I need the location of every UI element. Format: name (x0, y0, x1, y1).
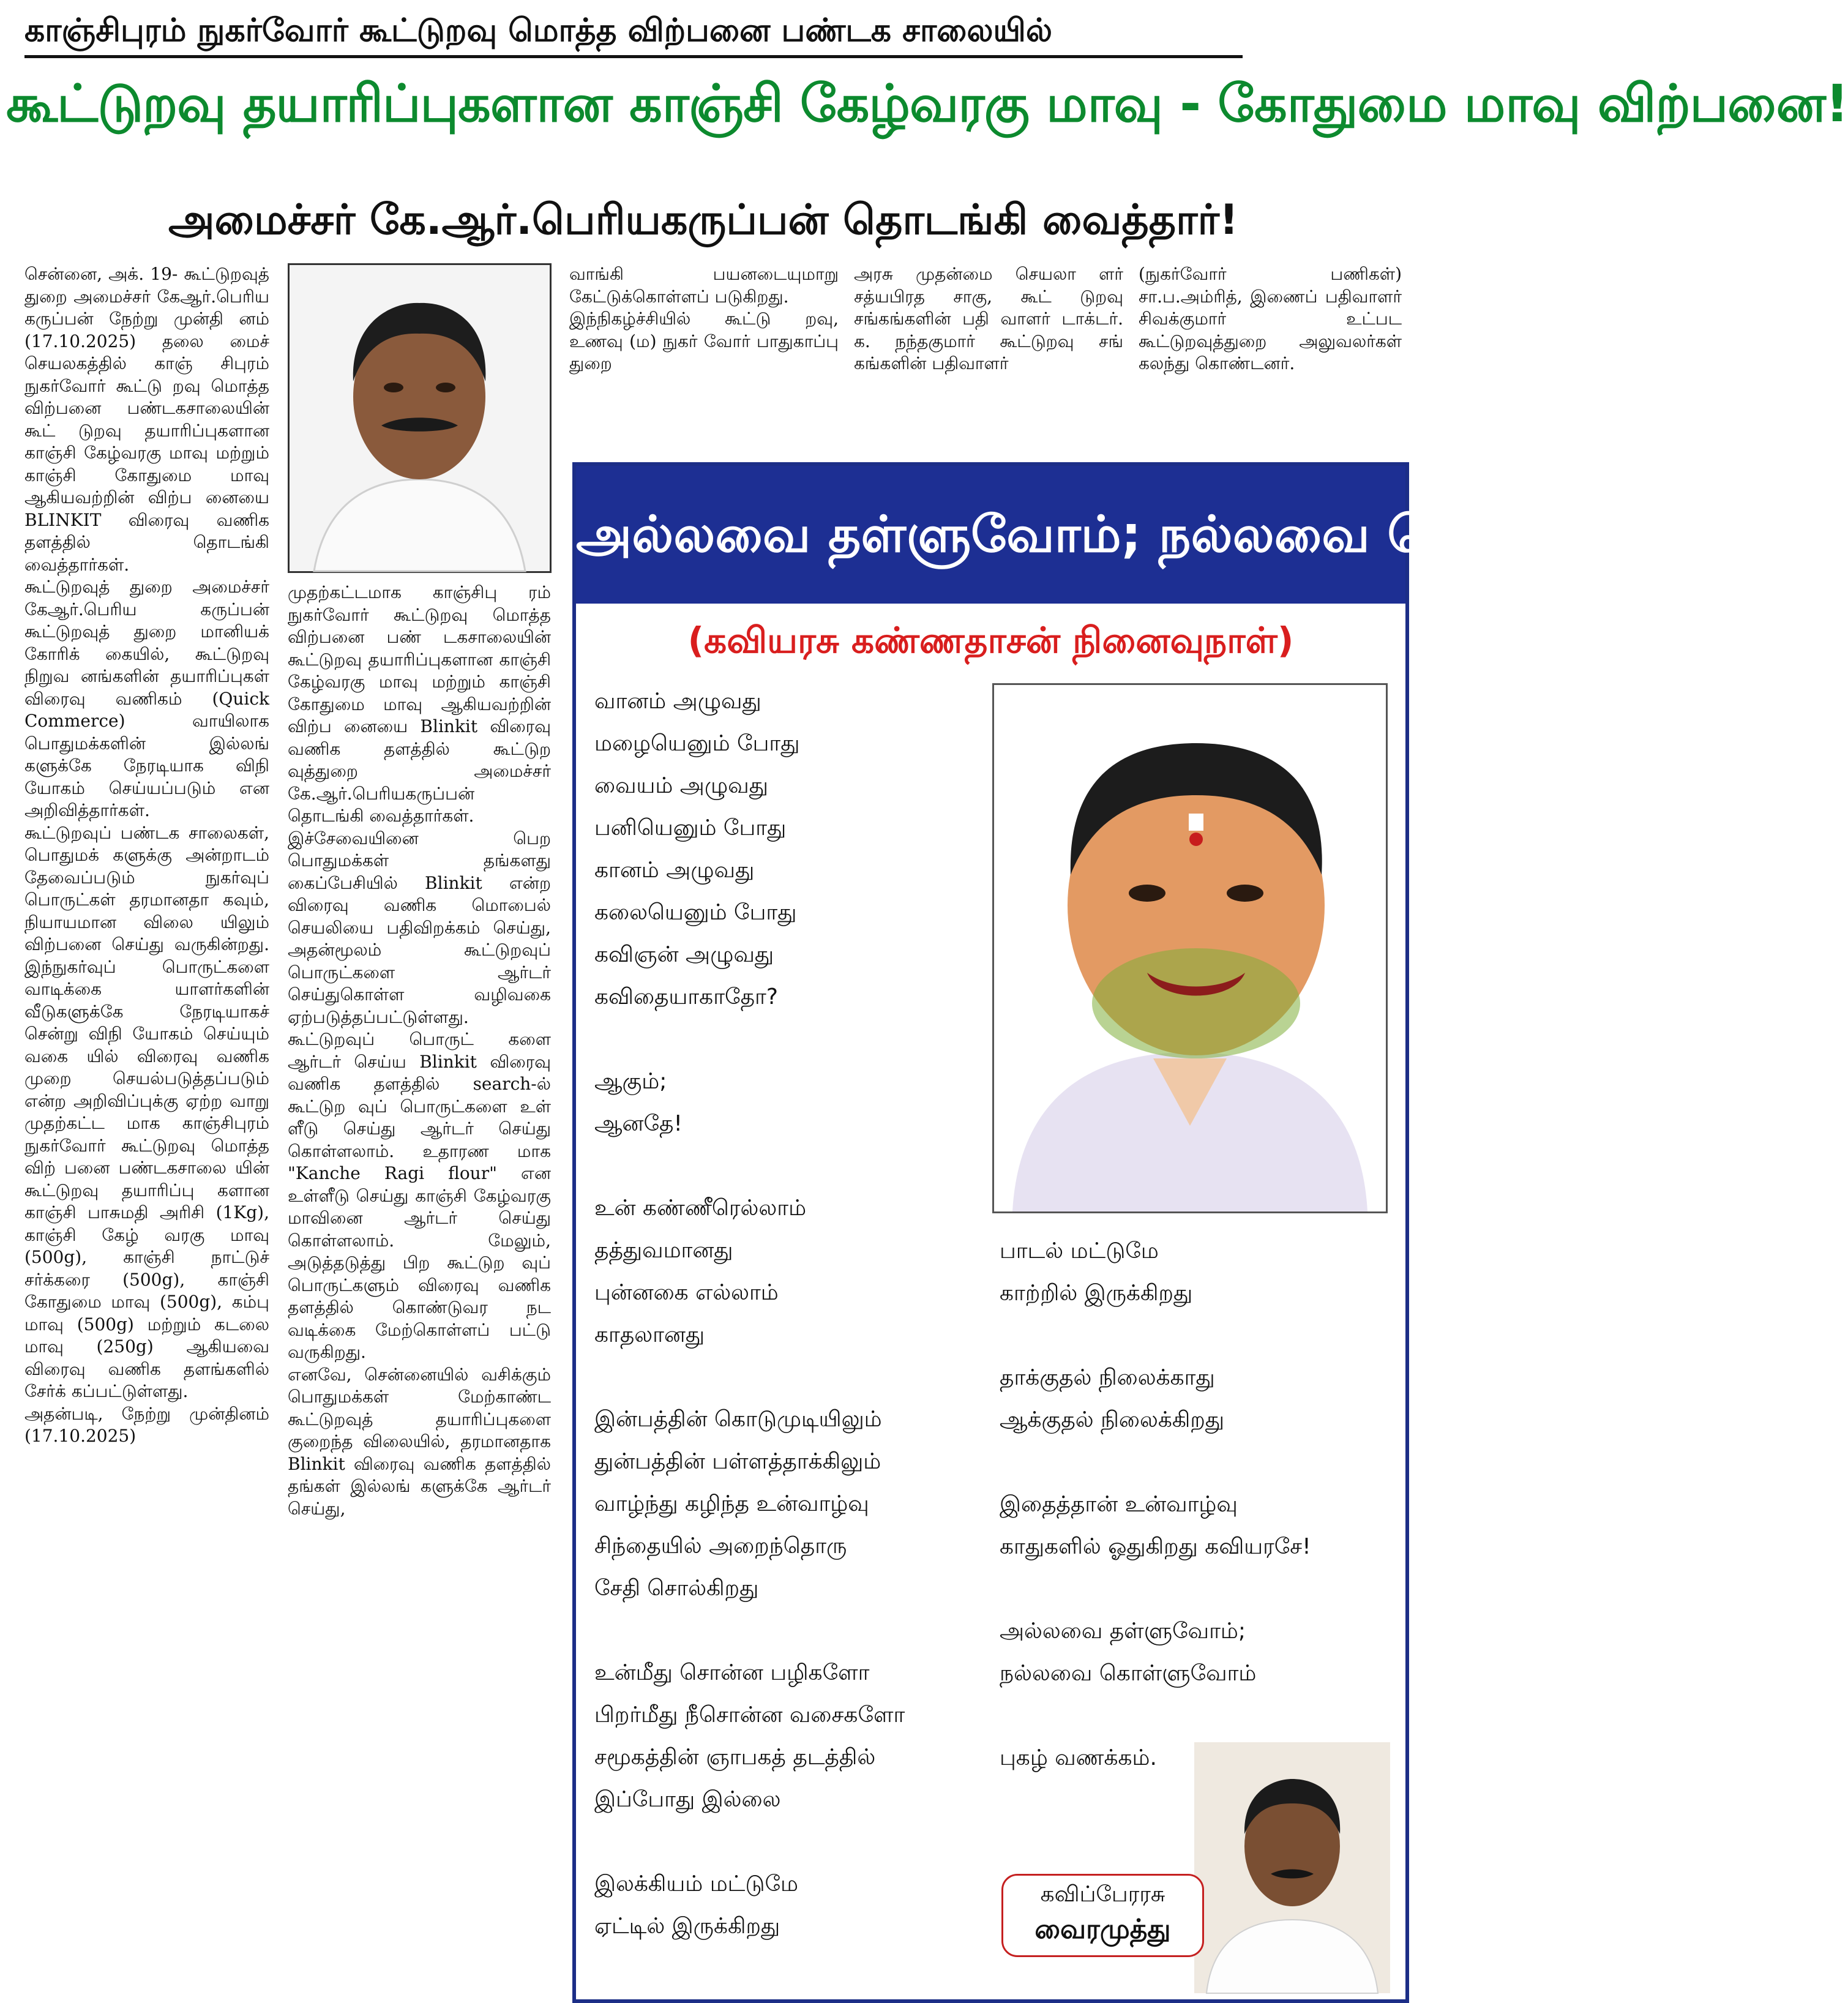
poem-line: துன்பத்தின் பள்ளத்தாக்கிலும் (594, 1449, 881, 1474)
poem-line: சமூகத்தின் ஞாபகத் தடத்தில் (594, 1745, 876, 1770)
poem-subtitle: (கவியரசு கண்ணதாசன் நினைவுநாள்) (687, 620, 1294, 661)
poem-line (594, 1821, 974, 1863)
article-paragraph: கூட்டுறவுத் துறை அமைச்சர் கேஆர்.பெரிய கருப்பன் கூட்டுறவுத் துறை மானியக் கோரிக் கையில், கூட்டுறவு நிறுவ னங்களின் தயாரிப்புகள் விரைவு வணிகம் (Quick Commerce) வாயிலாக பொதுமக்களின் இல்லங் களுக்கே நேரடியாக விநி யோகம் செய்யப்படும் என அறிவித்தார்கள். (24, 577, 269, 820)
poem-line: சேதி சொல்கிறது (594, 1576, 759, 1601)
poem-line (594, 1018, 974, 1060)
article-paragraph: இந்நிகழ்ச்சியில் கூட்டு றவு, உணவு (ம) நுகர் வோர் பாதுகாப்பு துறை (569, 309, 839, 373)
article-paragraph: எனவே, சென்னையில் வசிக்கும் பொதுமக்கள் மேற்காண்ட கூட்டுறவுத் தயாரிப்புகளை குறைந்த விலையில், தரமானதாக Blinkit விரைவு வணிக தளத்தில் தங்கள் இல்லங் களுக்கே ஆர்டர் செய்து, (288, 1364, 551, 1519)
poem-line: இதைத்தான் உன்வாழ்வு (1000, 1492, 1238, 1517)
kicker-headline: காஞ்சிபுரம் நுகர்வோர் கூட்டுறவு மொத்த விற்பனை பண்டக சாலையில் (24, 6, 1243, 58)
sub-headline: அமைச்சர் கே.ஆர்.பெரியகருப்பன் தொடங்கி வைத்தார்! (168, 196, 1239, 244)
poem-line: புகழ் வணக்கம். (1000, 1745, 1157, 1770)
poem-line: புன்னகை எல்லாம் (594, 1280, 779, 1305)
poem-right-column (1000, 1230, 1391, 1779)
main-headline: கூட்டுறவு தயாரிப்புகளான காஞ்சி கேழ்வரகு மாவு - கோதுமை மாவு விற்பனை! (6, 73, 1848, 133)
poem-line: பிறர்மீது நீசொன்ன வசைகளோ (594, 1702, 905, 1728)
poem-line: காதலானது (594, 1322, 705, 1347)
article-column-5 (1139, 263, 1402, 441)
poem-line: இப்போது இல்லை (594, 1787, 781, 1812)
poem-line: வையம் அழுவது (594, 773, 768, 798)
poem-line: காற்றில் இருக்கிறது (1000, 1281, 1193, 1306)
article-paragraph: கூட்டுறவுப் பண்டக சாலைகள், பொதுமக் களுக்கு அன்றாடம் தேவைப்படும் நுகர்வுப் பொருட்கள் தரமானதா கவும், நியாயமான விலை யிலும் விற்பனை செய்து வருகின்றது. இந்நுகர்வுப் பொருட்களை வாடிக்கை யாளர்களின் வீடுகளுக்கே நேரடியாகச் சென்று விநி யோகம் செய்யும் வகை யில் விரைவு வணிக முறை செயல்படுத்தப்படும் என்ற அறிவிப்புக்கு ஏற்ற வாறு முதற்கட்ட மாக காஞ்சிபுரம் நுகர்வோர் கூட்டுறவு மொத்த விற் பனை பண்டகசாலை யின் கூட்டுறவு தயாரிப்பு களான காஞ்சி பாசுமதி அரிசி (1Kg), காஞ்சி கேழ் வரகு மாவு (500g), காஞ்சி நாட்டுச் சர்க்கரை (500g), காஞ்சி கோதுமை மாவு (500g), கம்பு மாவு (500g) மற்றும் கடலை மாவு (250g) ஆகியவை விரைவு வணிக தளங்களில் சேர்க் கப்பட்டுள்ளது. (24, 822, 269, 1401)
poem-line: மழையெனும் போது (594, 731, 800, 756)
author-title: கவிப்பேரரசு (1040, 1882, 1165, 1907)
poem-line: உன் கண்ணீரெல்லாம் (594, 1196, 807, 1221)
article-column-3 (569, 263, 839, 441)
poem-line (594, 1145, 974, 1187)
article-paragraph: முதற்கட்டமாக காஞ்சிபு ரம் நுகர்வோர் கூட்டுறவு மொத்த விற்பனை பண் டகசாலையின் கூட்டுறவு தயாரிப்புகளான காஞ்சி கேழ்வரகு மாவு மற்றும் காஞ்சி கோதுமை மாவு ஆகியவற்றின் விற்ப னையை Blinkit விரைவு வணிக தளத்தில் கூட்டுற வுத்துறை அமைச்சர் கே.ஆர்.பெரியகருப்பன் தொடங்கி வைத்தார்கள். (288, 582, 551, 826)
article-column-1 (24, 263, 269, 1996)
poem-line: காதுகளில் ஓதுகிறது கவியரசே! (1000, 1534, 1311, 1559)
poem-line: ஆகும்; (594, 1069, 667, 1094)
poem-line: நல்லவை கொள்ளுவோம் (1000, 1661, 1257, 1686)
article-column-4 (854, 263, 1123, 441)
article-paragraph: அரசு முதன்மை செயலா ளர் சத்யபிரத சாகு, கூட் டுறவு சங்கங்களின் பதி வாளர் டாக்டர். க. நந்தகுமார் கூட்டுறவு சங் கங்களின் பதிவாளர் (854, 264, 1123, 373)
poem-line: கலையெனும் போது (594, 900, 797, 925)
poem-line: சிந்தையில் அறைந்தொரு (594, 1533, 847, 1559)
article-paragraph: அதன்படி, நேற்று முன்தினம் (17.10.2025) (24, 1403, 269, 1446)
article-paragraph: சென்னை, அக். 19- கூட்டுறவுத் துறை அமைச்சர் கேஆர்.பெரிய கருப்பன் நேற்று முன்தி னம் (17.10.2025) தலை மைச் செயலகத்தில் காஞ் சிபுரம் நுகர்வோர் கூட்டு றவு மொத்த விற்பனை பண்டகசாலையின் கூட் டுறவு தயாரிப்புகளான காஞ்சி கேழ்வரகு மாவு மற்றும் காஞ்சி கோதுமை மாவு ஆகியவற்றின் விற்ப னையை BLINKIT விரைவு வணிக தளத்தில் தொடங்கி வைத்தார்கள். (24, 264, 269, 575)
poem-line: பாடல் மட்டுமே (1000, 1238, 1159, 1264)
poem-banner: அல்லவை தள்ளுவோம்; நல்லவை கொள்ளுவோம்! (576, 466, 1405, 604)
poem-line (1000, 1568, 1391, 1610)
poem-line: அல்லவை தள்ளுவோம்; (1000, 1619, 1246, 1644)
author-credit-badge (1001, 1874, 1204, 1957)
poem-left-column (594, 680, 974, 1947)
poem-line: கவிஞன் அழுவது (594, 942, 774, 967)
poem-box (572, 462, 1768, 2003)
poem-line: ஆனதே! (594, 1111, 683, 1136)
minister-photo (288, 263, 552, 573)
author-photo (1194, 1742, 1390, 1993)
minister-portrait-illustration (290, 265, 550, 571)
poem-line (594, 1356, 974, 1398)
poem-line: இன்பத்தின் கொடுமுடியிலும் (594, 1407, 882, 1432)
poem-line: ஆக்குதல் நிலைக்கிறது (1000, 1407, 1225, 1432)
poem-line: தத்துவமானது (594, 1238, 733, 1263)
author-name: வைரமுத்து (1034, 1914, 1171, 1945)
poem-line: கவிதையாகாதோ? (594, 984, 778, 1009)
article-column-2 (288, 582, 551, 1996)
poem-line (594, 1609, 974, 1652)
kannadasan-portrait (992, 683, 1388, 1213)
kannadasan-illustration (994, 685, 1386, 1211)
article-paragraph: இச்சேவையினை பெற பொதுமக்கள் தங்களது கைப்பேசியில் Blinkit என்ற விரைவு வணிக மொபைல் செயலியை பதிவிறக்கம் செய்து, அதன்மூலம் கூட்டுறவுப் பொருட்களை ஆர்டர் செய்துகொள்ள வழிவகை ஏற்படுத்தப்பட்டுள்ளது. கூட்டுறவுப் பொருட் களை ஆர்டர் செய்ய Blinkit விரைவு வணிக தளத்தில் search-ல் கூட்டுற வுப் பொருட்களை உள் ளீடு செய்து ஆர்டர் செய்து கொள்ளலாம். உதாரண மாக "Kanche Ragi flour" என உள்ளீடு செய்து காஞ்சி கேழ்வரகு மாவினை ஆர்டர் செய்து கொள்ளலாம். மேலும், அடுத்தடுத்து பிற கூட்டுற வுப் பொருட்களும் விரைவு வணிக தளத்தில் கொண்டுவர நட வடிக்கை மேற்கொள்ளப் பட்டு வருகிறது. (288, 828, 551, 1362)
poem-line (1000, 1314, 1391, 1357)
article-paragraph: வாங்கி பயனடையுமாறு கேட்டுக்கொள்ளப் படுகிறது. (569, 264, 839, 307)
poem-line: உன்மீது சொன்ன பழிகளோ (594, 1660, 870, 1685)
poem-line: வாழ்ந்து கழிந்த உன்வாழ்வு (594, 1491, 869, 1516)
poem-line (1000, 1441, 1391, 1483)
poem-line: இலக்கியம் மட்டுமே (594, 1871, 798, 1896)
vairamuthu-illustration (1194, 1742, 1390, 1993)
poem-line: கானம் அழுவது (594, 858, 755, 883)
article-paragraph: (நுகர்வோர் பணிகள்) சா.ப.அம்ரித், இணைப் பதிவாளர் சிவக்குமார் உட்பட கூட்டுறவுத்துறை அலுவலர்கள் கலந்து கொண்டனர். (1139, 264, 1402, 373)
poem-line: பனியெனும் போது (594, 815, 787, 841)
poem-line: தாக்குதல் நிலைக்காது (1000, 1365, 1215, 1390)
poem-line: ஏட்டில் இருக்கிறது (594, 1914, 780, 1939)
poem-line: வானம் அழுவது (594, 689, 761, 714)
poem-line (1000, 1694, 1391, 1737)
